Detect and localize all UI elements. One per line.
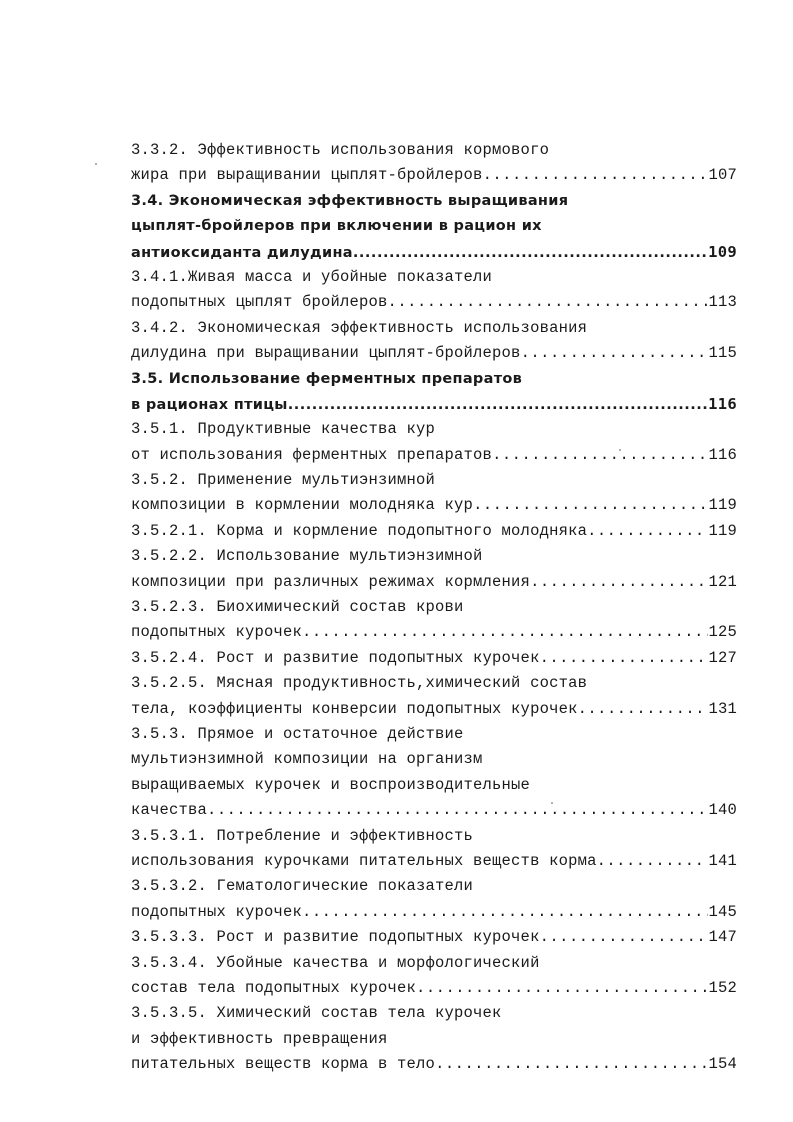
toc-entry: [131, 367, 737, 418]
toc-page-number: 119: [708, 496, 737, 515]
toc-page-number: 127: [708, 648, 737, 667]
toc-entry-text: подопытных курочек: [131, 902, 303, 921]
toc-page-number: 141: [708, 851, 737, 870]
toc-line: [131, 773, 737, 798]
toc-line: [131, 240, 737, 265]
toc-entry-text: 3.4. Экономическая эффективность выращивания: [131, 192, 569, 209]
toc-line: [131, 722, 737, 747]
toc-entry-text: 3.5.2. Применение мультиэнзимной: [131, 471, 436, 490]
scan-speck: [95, 163, 97, 165]
toc-page-number: 116: [708, 394, 737, 413]
toc-leader-dots: [302, 620, 708, 645]
toc-entry: [131, 316, 737, 367]
toc-entry-text: 3.5.2.1. Корма и кормление подопытного молодняка: [131, 521, 588, 540]
toc-line: [131, 925, 737, 950]
toc-line: [131, 671, 737, 696]
toc-entry-text: тела, коэффициенты конверсии подопытных курочек: [131, 699, 578, 718]
toc-entry-text: 3.5.3.2. Гематологические показатели: [131, 877, 474, 896]
toc-page-number: 154: [708, 1055, 737, 1074]
toc-leader-dots: [587, 519, 708, 544]
table-of-contents: [131, 138, 737, 1077]
toc-entry: [131, 824, 737, 875]
toc-line: [131, 798, 737, 823]
toc-page-number: 121: [708, 572, 737, 591]
toc-entry-text: питательных веществ корма в тело: [131, 1055, 436, 1074]
toc-line: [131, 620, 737, 645]
toc-entry-text: композиции при различных режимах кормления: [131, 572, 531, 591]
scan-speck: [551, 802, 553, 804]
toc-entry-text: мультиэнзимной композиции на организм: [131, 750, 483, 769]
toc-line: [131, 544, 737, 569]
toc-page-number: 125: [708, 623, 737, 642]
toc-page-number: 109: [708, 242, 737, 261]
toc-entry-text: 3.4.2. Экономическая эффективность использования: [131, 318, 588, 337]
toc-line: [131, 316, 737, 341]
toc-leader-dots: [288, 393, 708, 417]
toc-leader-dots: [435, 1052, 708, 1077]
toc-page-number: 140: [708, 801, 737, 820]
toc-entry: [131, 951, 737, 1002]
toc-line: [131, 341, 737, 366]
toc-entry-text: и эффективность превращения: [131, 1029, 388, 1048]
toc-line: [131, 697, 737, 722]
toc-line: [131, 493, 737, 518]
toc-entry-text: 3.5.3.1. Потребление и эффективность: [131, 826, 474, 845]
toc-line: [131, 392, 737, 417]
toc-entry: [131, 646, 737, 671]
toc-leader-dots: [483, 163, 709, 188]
toc-page-number: 145: [708, 902, 737, 921]
toc-entry: [131, 1001, 737, 1077]
toc-entry: [131, 265, 737, 316]
toc-entry-text: 3.5.3.5. Химический состав тела курочек: [131, 1004, 502, 1023]
toc-entry-text: подопытных курочек: [131, 623, 303, 642]
toc-entry-text: от использования ферментных препаратов: [131, 445, 493, 464]
toc-leader-dots: [521, 341, 709, 366]
toc-entry: [131, 189, 737, 265]
toc-line: [131, 747, 737, 772]
toc-entry-text: дилудина при выращивании цыплят-бройлеров: [131, 344, 521, 363]
toc-line: [131, 570, 737, 595]
toc-entry-text: 3.5.2.2. Использование мультиэнзимной: [131, 547, 483, 566]
toc-line: [131, 138, 737, 163]
toc-entry: [131, 595, 737, 646]
toc-entry-text: 3.5. Использование ферментных препаратов: [131, 370, 523, 387]
toc-line: [131, 900, 737, 925]
toc-leader-dots: [302, 900, 708, 925]
toc-line: [131, 646, 737, 671]
toc-entry-text: 3.5.3.3. Рост и развитие подопытных курочек: [131, 928, 540, 947]
toc-leader-dots: [540, 925, 709, 950]
toc-line: [131, 824, 737, 849]
toc-line: [131, 367, 737, 392]
toc-page-number: 147: [708, 928, 737, 947]
toc-line: [131, 468, 737, 493]
toc-leader-dots: [416, 976, 708, 1001]
toc-leader-dots: [578, 697, 709, 722]
toc-leader-dots: [473, 493, 708, 518]
toc-entry: [131, 417, 737, 468]
toc-entry: [131, 671, 737, 722]
toc-line: [131, 290, 737, 315]
toc-entry: [131, 925, 737, 950]
toc-line: [131, 595, 737, 620]
toc-leader-dots: [388, 290, 709, 315]
toc-line: [131, 951, 737, 976]
toc-entry-text: выращиваемых курочек и воспроизводительные: [131, 775, 531, 794]
toc-line: [131, 1052, 737, 1077]
toc-leader-dots: [540, 646, 709, 671]
toc-entry-text: состав тела подопытных курочек: [131, 978, 417, 997]
scan-speck: [619, 449, 621, 451]
toc-entry: [131, 138, 737, 189]
toc-line: [131, 519, 737, 544]
toc-line: [131, 417, 737, 442]
toc-page-number: 152: [708, 978, 737, 997]
toc-entry-text: антиоксиданта дилудина: [131, 244, 353, 261]
toc-line: [131, 214, 737, 239]
toc-entry-text: цыплят-бройлеров при включении в рацион их: [131, 218, 542, 235]
toc-entry-text: 3.5.2.4. Рост и развитие подопытных курочек: [131, 648, 540, 667]
toc-page-number: 119: [708, 521, 737, 540]
toc-line: [131, 1001, 737, 1026]
toc-line: [131, 874, 737, 899]
toc-leader-dots: [492, 443, 708, 468]
toc-entry-text: качества: [131, 801, 208, 820]
toc-line: [131, 265, 737, 290]
toc-entry: [131, 519, 737, 544]
toc-leader-dots: [530, 570, 708, 595]
toc-entry-text: 3.4.1.Живая масса и убойные показатели: [131, 267, 493, 286]
toc-entry-text: 3.5.3.4. Убойные качества и морфологический: [131, 953, 540, 972]
toc-page-number: 115: [708, 344, 737, 363]
toc-line: [131, 163, 737, 188]
toc-line: [131, 1027, 737, 1052]
toc-leader-dots: [597, 849, 709, 874]
toc-page-number: 116: [708, 445, 737, 464]
toc-line: [131, 189, 737, 214]
toc-entry-text: использования курочками питательных веществ корма: [131, 851, 597, 870]
toc-line: [131, 443, 737, 468]
toc-entry-text: 3.3.2. Эффективность использования кормового: [131, 141, 550, 159]
toc-entry-text: 3.5.3. Прямое и остаточное действие: [131, 724, 464, 743]
toc-entry: [131, 874, 737, 925]
toc-line: [131, 849, 737, 874]
toc-entry-text: 3.5.1. Продуктивные качества кур: [131, 420, 436, 439]
toc-entry-text: 3.5.2.3. Биохимический состав крови: [131, 598, 464, 617]
toc-page-number: 113: [708, 293, 737, 312]
toc-entry-text: композиции в кормлении молодняка кур: [131, 496, 474, 515]
toc-entry-text: в рационах птицы: [131, 396, 288, 413]
toc-line: [131, 976, 737, 1001]
toc-entry: [131, 544, 737, 595]
toc-leader-dots: [353, 241, 708, 265]
toc-entry: [131, 468, 737, 519]
toc-entry-text: 3.5.2.5. Мясная продуктивность,химический состав: [131, 674, 588, 693]
toc-page-number: 131: [708, 699, 737, 718]
toc-leader-dots: [207, 798, 708, 823]
toc-entry-text: подопытных цыплят бройлеров: [131, 293, 388, 312]
toc-page-number: 107: [708, 166, 737, 185]
toc-entry-text: жира при выращивании цыплят-бройлеров: [131, 166, 483, 185]
toc-entry: [131, 722, 737, 824]
